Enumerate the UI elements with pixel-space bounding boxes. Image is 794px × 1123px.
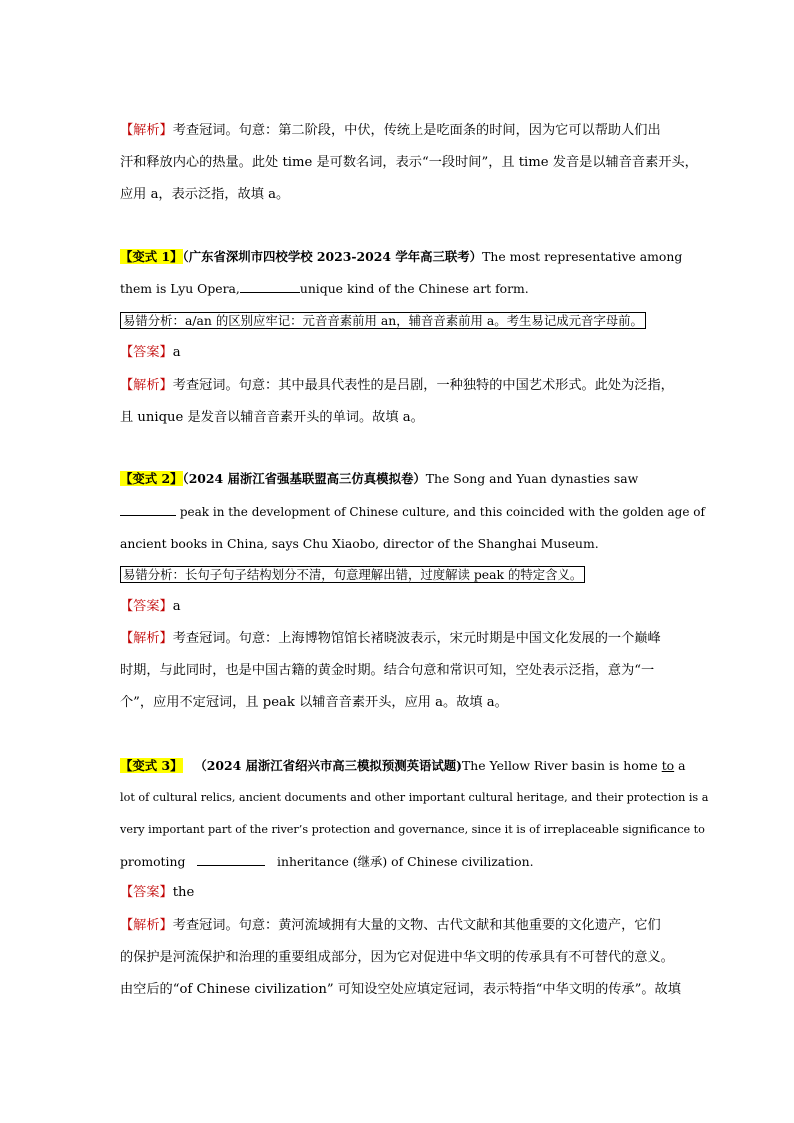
analysis-text: 考查冠词。句意：上海博物馆馆长褚晓波表示，宋元时期是中国文化发展的一个巅峰 bbox=[172, 631, 661, 646]
variant3-question-part: inheritance (继承) of Chinese civilization. bbox=[277, 854, 534, 869]
analysis-tag: 【解析】 bbox=[120, 123, 173, 138]
variant3-tag: 【变式 3】 bbox=[120, 758, 183, 773]
variant3-underlined-word: to bbox=[661, 758, 675, 773]
variant1-question-text: The most representative among bbox=[482, 249, 683, 264]
error-note-box: 易错分析：长句子句子结构划分不清，句意理解出错，过度解读 peak 的特定含义。 bbox=[120, 566, 585, 583]
variant2-error-note-line bbox=[120, 566, 585, 584]
variant3-question-line-2: lot of cultural relics, ancient documents and other important cultural heritage, and their protection is a bbox=[120, 791, 709, 804]
analysis-tag: 【解析】 bbox=[120, 631, 173, 646]
variant3-answer-line bbox=[120, 884, 194, 902]
variant3-question-part: The Yellow River basin is home bbox=[462, 758, 658, 773]
variant2-analysis-line-2: 时期，与此同时，也是中国古籍的黄金时期。结合句意和常识可知，空处表示泛指，意为“一 bbox=[120, 663, 655, 678]
variant3-analysis-line-1 bbox=[120, 917, 661, 935]
intro-analysis-line-2: 汗和释放内心的热量。此处 time 是可数名词，表示“一段时间”，且 time 发音是以辅音音素开头， bbox=[120, 155, 698, 170]
answer-blank bbox=[197, 853, 265, 866]
answer-blank bbox=[240, 280, 300, 293]
variant1-tag: 【变式 1】 bbox=[120, 249, 183, 264]
variant3-question-line-3: very important part of the river’s protection and governance, since it is of irreplaceable significance to bbox=[120, 823, 705, 836]
variant1-question-line-2 bbox=[120, 280, 529, 298]
variant2-analysis-line-3: 个”，应用不定冠词，且 peak 以辅音音素开头，应用 a。故填 a。 bbox=[120, 695, 508, 710]
variant1-source: （广东省深圳市四校学校 2023-2024 学年高三联考） bbox=[182, 249, 483, 264]
variant2-answer-line bbox=[120, 598, 181, 616]
intro-analysis-line-1 bbox=[120, 122, 661, 140]
variant2-analysis-line-1 bbox=[120, 630, 661, 648]
variant1-analysis-line-2: 且 unique 是发音以辅音音素开头的单词。故填 a。 bbox=[120, 410, 424, 425]
variant3-question-line-1 bbox=[120, 757, 686, 775]
variant1-question-part: unique kind of the Chinese art form. bbox=[299, 281, 529, 296]
analysis-text: 考查冠词。句意：黄河流域拥有大量的文物、古代文献和其他重要的文化遗产，它们 bbox=[172, 918, 661, 933]
analysis-text: 考查冠词。句意：第二阶段，中伏，传统上是吃面条的时间，因为它可以帮助人们出 bbox=[172, 123, 661, 138]
answer-value: a bbox=[172, 345, 181, 360]
intro-analysis-line-3: 应用 a，表示泛指，故填 a。 bbox=[120, 187, 290, 202]
answer-tag: 【答案】 bbox=[120, 599, 173, 614]
variant1-answer-line bbox=[120, 344, 181, 362]
variant1-analysis-line-1 bbox=[120, 377, 674, 395]
variant3-question-part: promoting bbox=[120, 854, 186, 869]
variant2-question-line-1 bbox=[120, 470, 638, 488]
analysis-tag: 【解析】 bbox=[120, 918, 173, 933]
variant2-question-part: peak in the development of Chinese culture, and this coincided with the golden age of bbox=[179, 505, 705, 519]
answer-value: the bbox=[172, 885, 195, 900]
analysis-text: 考查冠词。句意：其中最具代表性的是吕剧，一种独特的中国艺术形式。此处为泛指， bbox=[172, 378, 674, 393]
error-note-box: 易错分析：a/an 的区别应牢记：元音音素前用 an，辅音音素前用 a。考生易记成元音字母前。 bbox=[120, 312, 646, 329]
variant2-question-line-2 bbox=[120, 503, 705, 521]
variant2-source: （2024 届浙江省强基联盟高三仿真模拟卷） bbox=[182, 471, 426, 486]
answer-blank bbox=[120, 503, 176, 516]
variant3-analysis-line-2: 的保护是河流保护和治理的重要组成部分，因为它对促进中华文明的传承具有不可替代的意义。 bbox=[120, 950, 674, 965]
answer-tag: 【答案】 bbox=[120, 885, 173, 900]
answer-tag: 【答案】 bbox=[120, 345, 173, 360]
variant2-tag: 【变式 2】 bbox=[120, 471, 183, 486]
variant1-question-line-1 bbox=[120, 248, 682, 266]
variant3-question-part: a bbox=[678, 758, 686, 773]
variant3-question-line-4 bbox=[120, 853, 534, 871]
variant1-question-part: them is Lyu Opera, bbox=[120, 281, 240, 296]
analysis-tag: 【解析】 bbox=[120, 378, 173, 393]
variant1-error-note-line bbox=[120, 312, 646, 330]
variant2-question-line-3: ancient books in China, says Chu Xiaobo, director of the Shanghai Museum. bbox=[120, 536, 599, 551]
variant2-question-text: The Song and Yuan dynasties saw bbox=[425, 471, 639, 486]
variant3-analysis-line-3: 由空后的“of Chinese civilization” 可知设空处应填定冠词，表示特指“中华文明的传承”。故填 bbox=[120, 982, 681, 997]
variant3-source: （2024 届浙江省绍兴市高三模拟预测英语试题) bbox=[194, 758, 463, 773]
answer-value: a bbox=[172, 599, 181, 614]
